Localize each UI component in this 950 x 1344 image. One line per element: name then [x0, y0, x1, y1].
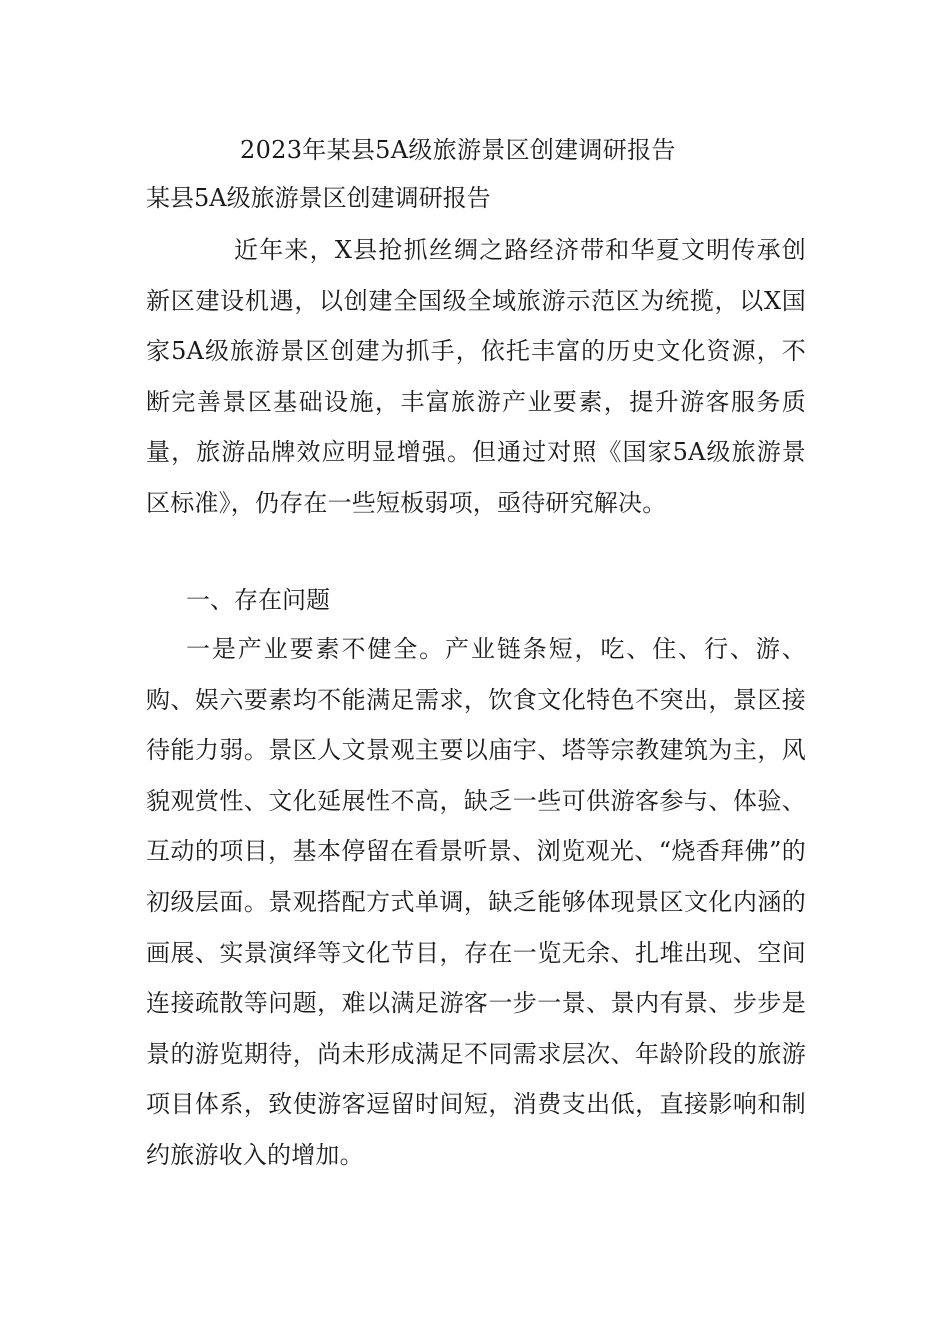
document-title: 2023年某县5A级旅游景区创建调研报告 [240, 136, 676, 164]
intro-paragraph: 近年来，X县抢抓丝绸之路经济带和华夏文明传承创新区建设机遇，以创建全国级全域旅游示范区为统揽，以X国家5A级旅游景区创建为抓手，依托丰富的历史文化资源，不断完善景区基础设施，丰富旅游产业要素，提升游客服务质量，旅游品牌效应明显增强。但通过对照《国家5A级旅游景区标准》，仍存在一些短板弱项，亟待研究解决。 [146, 236, 806, 517]
problem-paragraph: 一是产业要素不健全。产业链条短，吃、住、行、游、购、娱六要素均不能满足需求，饮食文化特色不突出，景区接待能力弱。景区人文景观主要以庙宇、塔等宗教建筑为主，风貌观赏性、文化延展性不高，缺乏一些可供游客参与、体验、互动的项目，基本停留在看景听景、浏览观光、“烧香拜佛”的初级层面。景观搭配方式单调，缺乏能够体现景区文化内涵的画展、实景演绎等文化节目，存在一览无余、扎堆出现、空间连接疏散等问题，难以满足游客一步一景、景内有景、步步是景的游览期待，尚未形成满足不同需求层次、年龄阶段的旅游项目体系，致使游客逗留时间短，消费支出低，直接影响和制约旅游收入的增加。 [146, 635, 806, 1169]
document-subtitle: 某县5A级旅游景区创建调研报告 [146, 184, 491, 212]
section-heading: 一、存在问题 [186, 586, 330, 614]
